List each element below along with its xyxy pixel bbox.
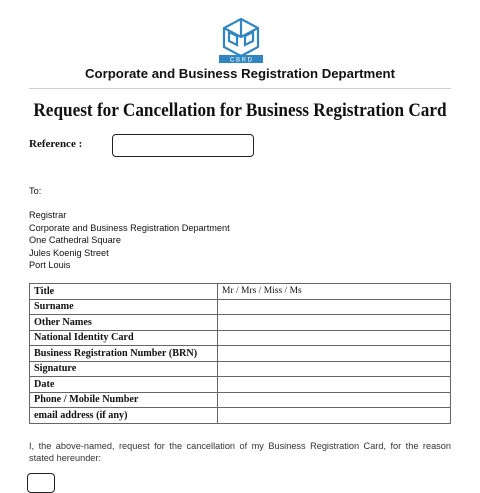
table-row xyxy=(30,408,451,424)
other-names-field[interactable] xyxy=(218,315,451,331)
cancellation-statement: I, the above-named, request for the cancellation of my Business Registration Card, for the reason stated hereunder: xyxy=(29,441,451,463)
address-line: Corporate and Business Registration Department xyxy=(29,222,230,233)
table-row xyxy=(30,377,451,393)
date-label: Date xyxy=(30,377,218,393)
table-row xyxy=(30,361,451,377)
signature-field[interactable] xyxy=(218,361,451,377)
phone-label: Phone / Mobile Number xyxy=(30,392,218,408)
email-field[interactable] xyxy=(218,408,451,424)
table-row xyxy=(30,315,451,331)
nic-field[interactable] xyxy=(218,330,451,346)
address-line: Registrar xyxy=(29,210,67,220)
address-line: Port Louis xyxy=(29,260,71,271)
reference-label: Reference : xyxy=(29,138,83,150)
title-field[interactable]: Mr / Mrs / Miss / Ms xyxy=(218,284,451,300)
date-field[interactable] xyxy=(218,377,451,393)
org-name: Corporate and Business Registration Department xyxy=(85,66,395,81)
nic-label: National Identity Card xyxy=(30,330,218,346)
table-row xyxy=(30,284,451,300)
other-names-label: Other Names xyxy=(30,315,218,331)
document-title: Request for Cancellation for Business Registration Card xyxy=(33,101,447,121)
brn-field[interactable] xyxy=(218,346,451,362)
table-row xyxy=(30,392,451,408)
address-block xyxy=(29,209,230,272)
surname-field[interactable] xyxy=(218,299,451,315)
applicant-details-table xyxy=(29,283,451,424)
table-row xyxy=(30,330,451,346)
email-label: email address (if any) xyxy=(30,408,218,424)
reference-field[interactable] xyxy=(112,134,254,157)
brn-label: Business Registration Number (BRN) xyxy=(30,346,218,362)
header-divider xyxy=(29,88,451,89)
address-line: One Cathedral Square xyxy=(29,235,121,246)
cbrd-logo xyxy=(217,17,265,63)
table-row xyxy=(30,346,451,362)
address-line: Jules Koenig Street xyxy=(29,247,109,258)
phone-field[interactable] xyxy=(218,392,451,408)
table-row xyxy=(30,299,451,315)
title-label: Title xyxy=(30,284,218,300)
signature-label: Signature xyxy=(30,361,218,377)
reason-checkbox[interactable] xyxy=(27,473,55,493)
logo-text: C B R D xyxy=(229,57,253,63)
to-label: To: xyxy=(29,186,42,196)
surname-label: Surname xyxy=(30,299,218,315)
